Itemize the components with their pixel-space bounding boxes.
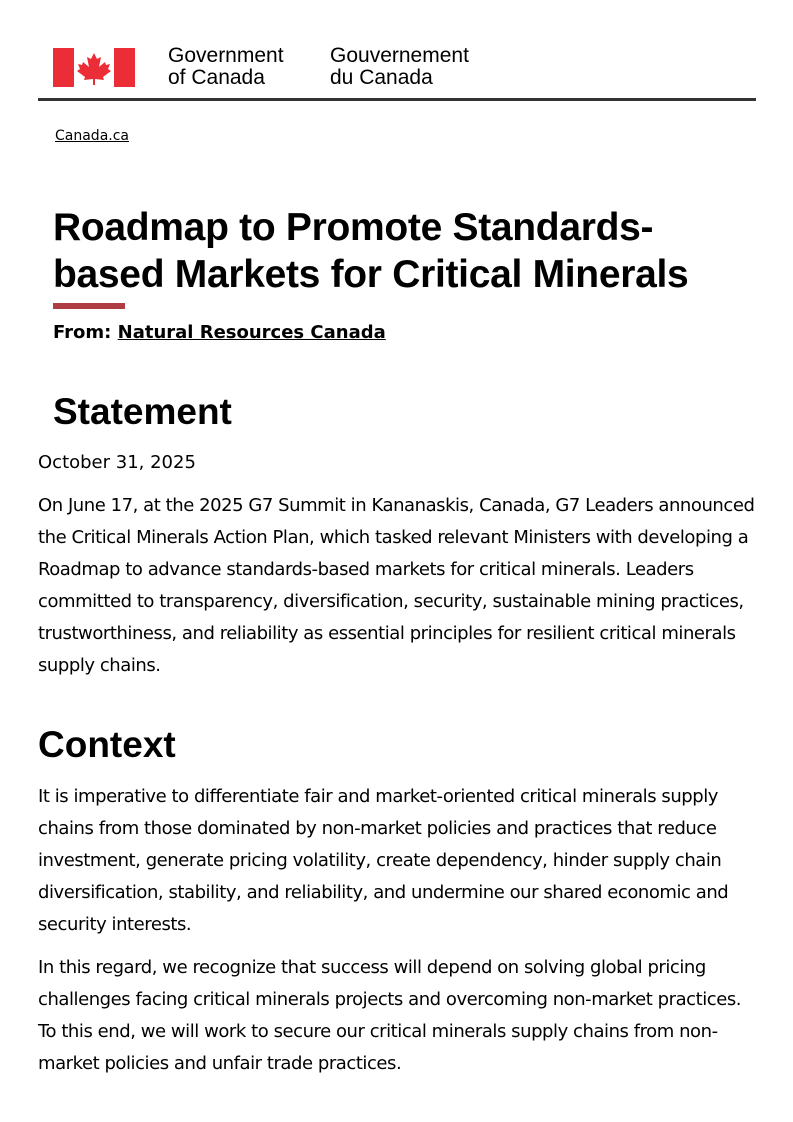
from-label: From: <box>53 322 112 343</box>
statement-paragraph: On June 17, at the 2025 G7 Summit in Kananaskis, Canada, G7 Leaders announced the Critical Minerals Action Plan, which tasked relevant Ministers with developing a Roadmap to advance standards-based markets for critical minerals. Leaders committed to transparency, diversification, security, sustainable mining practices, trustworthiness, and reliability as essential principles for resilient critical minerals supply chains. <box>38 495 755 676</box>
department-link[interactable]: Natural Resources Canada <box>117 322 386 343</box>
page-title: Roadmap to Promote Standards-based Markets for Critical Minerals <box>53 206 689 296</box>
wordmark-fr-line1: Gouvernement <box>330 44 469 67</box>
breadcrumb-home-link[interactable]: Canada.ca <box>55 128 129 144</box>
wordmark-french[interactable] <box>330 45 469 89</box>
title-accent-bar <box>53 303 125 309</box>
statement-heading: Statement <box>53 391 232 432</box>
canada-flag-icon[interactable] <box>53 48 135 87</box>
header-divider <box>38 98 756 101</box>
wordmark-en-line2: of Canada <box>168 66 265 89</box>
wordmark-english[interactable] <box>168 45 284 89</box>
site-header <box>0 0 793 102</box>
from-line <box>53 322 386 343</box>
context-heading: Context <box>38 724 176 765</box>
wordmark-en-line1: Government <box>168 44 284 67</box>
context-paragraph-2: In this regard, we recognize that success will depend on solving global pricing challenges facing critical minerals projects and overcoming non-market practices. To this end, we will work to secure our critical minerals supply chains from non-market policies and unfair trade practices. <box>38 957 742 1074</box>
context-paragraph-1: It is imperative to differentiate fair and market-oriented critical minerals supply chains from those dominated by non-market policies and practices that reduce investment, generate pricing volatility, create dependency, hinder supply chain diversification, stability, and reliability, and undermine our shared economic and security interests. <box>38 786 729 935</box>
wordmark-fr-line2: du Canada <box>330 66 433 89</box>
statement-date: October 31, 2025 <box>38 452 196 473</box>
